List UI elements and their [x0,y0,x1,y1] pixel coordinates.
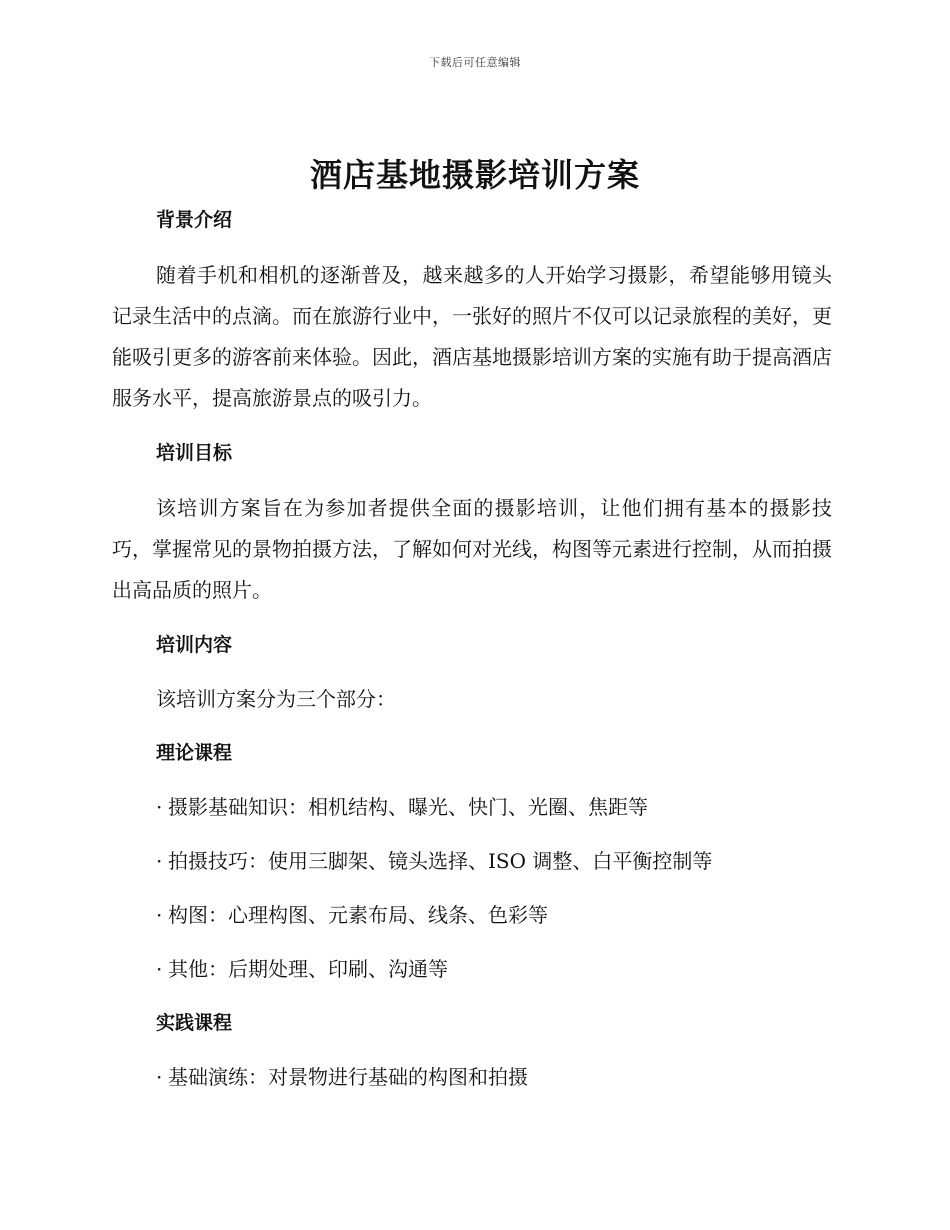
list-item [112,949,832,989]
bullet-dot: · [156,903,163,927]
list-item [112,895,832,935]
bullet-dot: · [156,849,163,873]
section-heading-content: 培训内容 [156,634,233,656]
bullet-dot: · [156,957,163,981]
document-title: 酒店基地摄影培训方案 [309,156,640,194]
goal-paragraph: 该培训方案旨在为参加者提供全面的摄影培训，让他们拥有基本的摄影技巧，掌握常见的景物拍摄方法，了解如何对光线，构图等元素进行控制，从而拍摄出高品质的照片。 [112,496,832,602]
section-heading-theory: 理论课程 [156,742,233,764]
list-item [112,1057,832,1097]
bullet-dot: · [156,1065,163,1089]
document-body [112,200,832,1097]
section-heading-background: 背景介绍 [156,209,233,231]
list-item [112,841,832,881]
list-item-text: 其他：后期处理、印刷、沟通等 [168,957,448,981]
content-intro: 该培训方案分为三个部分： [156,687,396,711]
bullet-dot: · [156,795,163,819]
list-item-text: 基础演练：对景物进行基础的构图和拍摄 [168,1065,528,1089]
section-heading-goal: 培训目标 [156,442,233,464]
list-item-text: 拍摄技巧：使用三脚架、镜头选择、ISO 调整、白平衡控制等 [168,849,713,873]
list-item [112,787,832,827]
list-item-text: 摄影基础知识：相机结构、曝光、快门、光圈、焦距等 [168,795,648,819]
section-heading-practice: 实践课程 [156,1012,233,1034]
background-paragraph: 随着手机和相机的逐渐普及，越来越多的人开始学习摄影，希望能够用镜头记录生活中的点滴。而在旅游行业中，一张好的照片不仅可以记录旅程的美好，更能吸引更多的游客前来体验。因此，酒店基地摄影培训方案的实施有助于提高酒店服务水平，提高旅游景点的吸引力。 [112,263,832,410]
list-item-text: 构图：心理构图、元素布局、线条、色彩等 [168,903,548,927]
header-note: 下载后可任意编辑 [429,56,521,69]
